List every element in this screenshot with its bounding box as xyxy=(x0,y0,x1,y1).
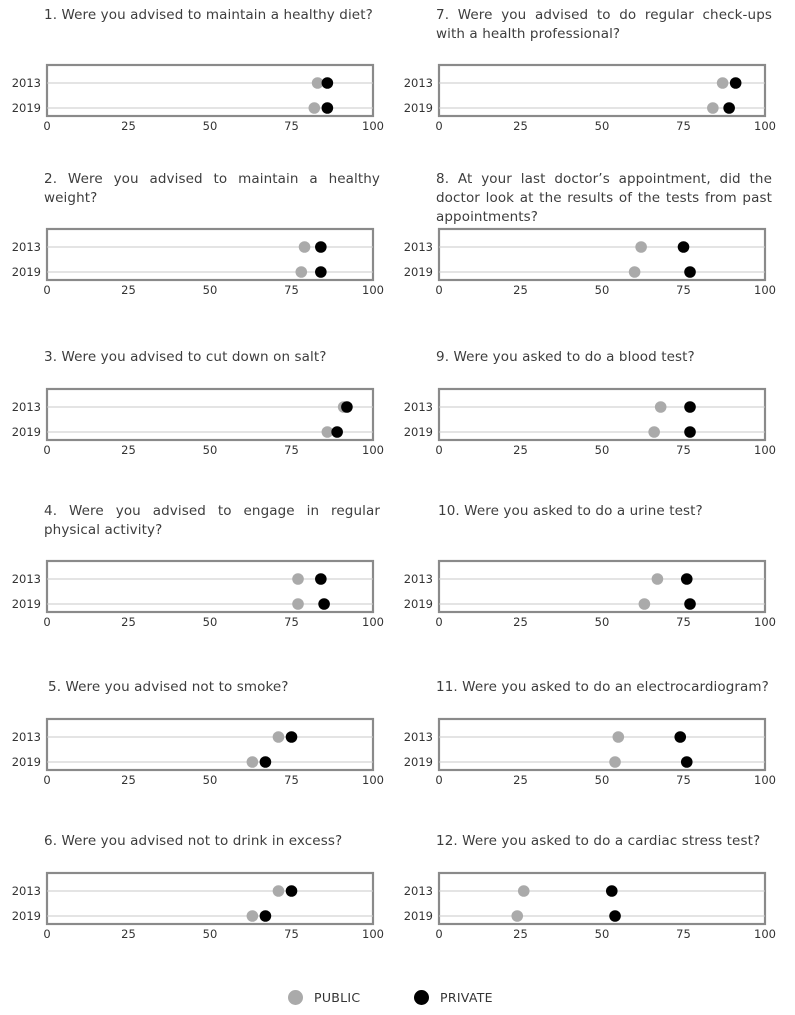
chart-question: 1. Were you advised to maintain a healthy diet? xyxy=(44,7,373,23)
chart-panel-6 xyxy=(11,832,424,982)
x-tick-label: 50 xyxy=(594,119,610,133)
x-tick-label: 75 xyxy=(284,443,299,457)
x-tick-label: 75 xyxy=(676,119,691,133)
chart-plot xyxy=(392,560,776,640)
x-tick-label: 75 xyxy=(676,443,691,457)
y-tick-label: 2013 xyxy=(403,76,433,90)
x-tick-label: 25 xyxy=(121,119,136,133)
y-tick-label: 2013 xyxy=(403,884,433,898)
x-tick-label: 50 xyxy=(202,119,218,133)
chart-question: 12. Were you asked to do a cardiac stress test? xyxy=(436,833,761,849)
x-tick-label: 0 xyxy=(435,443,443,457)
public-point-2013 xyxy=(292,573,304,585)
chart-plot xyxy=(0,228,384,308)
x-tick-label: 25 xyxy=(513,443,528,457)
chart-question: 11. Were you asked to do an electrocardiogram? xyxy=(436,679,769,695)
public-point-2019 xyxy=(609,756,621,768)
public-point-2019 xyxy=(295,266,307,278)
y-tick-label: 2013 xyxy=(403,400,433,414)
y-tick-label: 2019 xyxy=(403,425,433,439)
private-point-2019 xyxy=(684,266,696,278)
y-tick-label: 2013 xyxy=(403,572,433,586)
private-point-2013 xyxy=(286,731,298,743)
chart-question: 7. Were you advised to do regular check-ups with a health professional? xyxy=(436,7,772,42)
x-tick-label: 100 xyxy=(754,615,776,629)
y-tick-label: 2013 xyxy=(11,76,41,90)
public-point-2013 xyxy=(717,77,729,89)
x-tick-label: 50 xyxy=(202,927,218,941)
chart-plot xyxy=(0,560,384,640)
public-point-2019 xyxy=(629,266,641,278)
chart-plot xyxy=(392,228,776,308)
public-point-2019 xyxy=(247,756,259,768)
chart-plot xyxy=(0,872,384,952)
x-tick-label: 75 xyxy=(676,615,691,629)
y-tick-label: 2019 xyxy=(11,265,41,279)
chart-question: 3. Were you advised to cut down on salt? xyxy=(44,349,327,365)
private-point-2019 xyxy=(260,910,272,922)
y-tick-label: 2013 xyxy=(11,572,41,586)
x-tick-label: 0 xyxy=(435,773,443,787)
y-tick-label: 2019 xyxy=(11,755,41,769)
private-point-2019 xyxy=(315,266,327,278)
y-tick-label: 2013 xyxy=(403,730,433,744)
legend-public-marker xyxy=(288,990,303,1005)
legend-private-marker xyxy=(414,990,429,1005)
chart-question: 4. Were you advised to engage in regular physical activity? xyxy=(44,503,380,538)
public-point-2019 xyxy=(292,598,304,610)
public-point-2019 xyxy=(511,910,523,922)
private-point-2013 xyxy=(678,241,690,253)
x-tick-label: 25 xyxy=(513,927,528,941)
x-tick-label: 25 xyxy=(121,615,136,629)
y-tick-label: 2019 xyxy=(403,755,433,769)
x-tick-label: 25 xyxy=(121,773,136,787)
chart-plot xyxy=(392,872,776,952)
public-point-2013 xyxy=(273,731,285,743)
x-tick-label: 25 xyxy=(513,615,528,629)
private-point-2013 xyxy=(730,77,742,89)
x-tick-label: 25 xyxy=(121,283,136,297)
chart-question: 8. At your last doctor’s appointment, did the doctor look at the results of the tests from past appointments? xyxy=(436,171,772,225)
y-tick-label: 2019 xyxy=(403,909,433,923)
x-tick-label: 25 xyxy=(121,927,136,941)
public-point-2019 xyxy=(648,426,660,438)
chart-panel-11 xyxy=(403,678,795,828)
x-tick-label: 75 xyxy=(676,283,691,297)
private-point-2013 xyxy=(322,77,334,89)
x-tick-label: 0 xyxy=(43,119,51,133)
x-tick-label: 25 xyxy=(513,119,528,133)
legend-public-label: PUBLIC xyxy=(314,990,361,1005)
x-tick-label: 0 xyxy=(435,927,443,941)
public-point-2013 xyxy=(613,731,625,743)
public-point-2019 xyxy=(247,910,259,922)
x-tick-label: 100 xyxy=(362,927,384,941)
y-tick-label: 2013 xyxy=(11,400,41,414)
x-tick-label: 100 xyxy=(754,443,776,457)
private-point-2013 xyxy=(341,401,353,413)
x-tick-label: 75 xyxy=(284,927,299,941)
y-tick-label: 2019 xyxy=(403,101,433,115)
public-point-2019 xyxy=(707,102,719,114)
chart-plot xyxy=(0,718,384,798)
private-point-2013 xyxy=(674,731,686,743)
public-point-2019 xyxy=(309,102,321,114)
chart-plot xyxy=(392,718,776,798)
y-tick-label: 2019 xyxy=(11,597,41,611)
public-point-2013 xyxy=(655,401,667,413)
private-point-2013 xyxy=(315,241,327,253)
private-point-2013 xyxy=(606,885,618,897)
chart-plot xyxy=(0,388,384,468)
chart-question: 9. Were you asked to do a blood test? xyxy=(436,349,695,365)
private-point-2013 xyxy=(286,885,298,897)
x-tick-label: 50 xyxy=(202,443,218,457)
x-tick-label: 50 xyxy=(594,927,610,941)
x-tick-label: 0 xyxy=(435,615,443,629)
x-tick-label: 0 xyxy=(43,773,51,787)
legend-item-public xyxy=(288,990,360,1005)
public-point-2013 xyxy=(635,241,647,253)
private-point-2013 xyxy=(315,573,327,585)
private-point-2019 xyxy=(322,102,334,114)
x-tick-label: 75 xyxy=(284,119,299,133)
private-point-2013 xyxy=(681,573,693,585)
x-tick-label: 100 xyxy=(362,283,384,297)
chart-plot xyxy=(0,64,384,144)
y-tick-label: 2019 xyxy=(403,597,433,611)
private-point-2019 xyxy=(684,426,696,438)
x-tick-label: 75 xyxy=(284,615,299,629)
x-tick-label: 100 xyxy=(754,119,776,133)
public-point-2013 xyxy=(652,573,664,585)
chart-panel-9 xyxy=(403,348,795,498)
y-tick-label: 2019 xyxy=(11,425,41,439)
x-tick-label: 75 xyxy=(676,927,691,941)
legend-private-label: PRIVATE xyxy=(440,990,493,1005)
chart-plot xyxy=(392,64,776,144)
chart-panel-5 xyxy=(11,678,424,828)
x-tick-label: 25 xyxy=(121,443,136,457)
legend xyxy=(0,990,795,1012)
y-tick-label: 2013 xyxy=(11,240,41,254)
chart-panel-12 xyxy=(403,832,795,982)
x-tick-label: 50 xyxy=(594,773,610,787)
x-tick-label: 0 xyxy=(435,119,443,133)
x-tick-label: 100 xyxy=(362,615,384,629)
x-tick-label: 100 xyxy=(754,773,776,787)
chart-panel-1 xyxy=(11,6,424,156)
y-tick-label: 2019 xyxy=(11,909,41,923)
chart-question: 2. Were you advised to maintain a healthy weight? xyxy=(44,171,380,206)
private-point-2019 xyxy=(260,756,272,768)
x-tick-label: 100 xyxy=(362,773,384,787)
chart-panel-10 xyxy=(403,502,795,652)
x-tick-label: 100 xyxy=(362,119,384,133)
chart-question: 6. Were you advised not to drink in excess? xyxy=(44,833,343,849)
x-tick-label: 0 xyxy=(435,283,443,297)
private-point-2019 xyxy=(723,102,735,114)
private-point-2019 xyxy=(609,910,621,922)
y-tick-label: 2013 xyxy=(403,240,433,254)
x-tick-label: 50 xyxy=(594,443,610,457)
public-point-2013 xyxy=(299,241,311,253)
public-point-2019 xyxy=(639,598,651,610)
y-tick-label: 2013 xyxy=(11,884,41,898)
x-tick-label: 50 xyxy=(202,773,218,787)
chart-panel-8 xyxy=(403,170,795,320)
chart-panel-4 xyxy=(11,502,424,652)
chart-panel-7 xyxy=(403,6,795,156)
x-tick-label: 0 xyxy=(43,443,51,457)
x-tick-label: 100 xyxy=(754,283,776,297)
private-point-2019 xyxy=(684,598,696,610)
chart-question: 5. Were you advised not to smoke? xyxy=(48,679,289,695)
private-point-2013 xyxy=(684,401,696,413)
x-tick-label: 75 xyxy=(676,773,691,787)
x-tick-label: 0 xyxy=(43,615,51,629)
legend-item-private xyxy=(414,990,493,1005)
x-tick-label: 25 xyxy=(513,283,528,297)
x-tick-label: 0 xyxy=(43,283,51,297)
y-tick-label: 2013 xyxy=(11,730,41,744)
x-tick-label: 75 xyxy=(284,773,299,787)
x-tick-label: 100 xyxy=(754,927,776,941)
private-point-2019 xyxy=(681,756,693,768)
x-tick-label: 50 xyxy=(594,615,610,629)
x-tick-label: 75 xyxy=(284,283,299,297)
y-tick-label: 2019 xyxy=(403,265,433,279)
x-tick-label: 50 xyxy=(202,615,218,629)
x-tick-label: 0 xyxy=(43,927,51,941)
chart-panel-2 xyxy=(11,170,424,320)
x-tick-label: 25 xyxy=(513,773,528,787)
x-tick-label: 50 xyxy=(202,283,218,297)
public-point-2013 xyxy=(273,885,285,897)
chart-plot xyxy=(392,388,776,468)
chart-question: 10. Were you asked to do a urine test? xyxy=(438,503,703,519)
chart-panel-3 xyxy=(11,348,424,498)
x-tick-label: 50 xyxy=(594,283,610,297)
y-tick-label: 2019 xyxy=(11,101,41,115)
x-tick-label: 100 xyxy=(362,443,384,457)
private-point-2019 xyxy=(331,426,343,438)
private-point-2019 xyxy=(318,598,330,610)
public-point-2013 xyxy=(518,885,530,897)
